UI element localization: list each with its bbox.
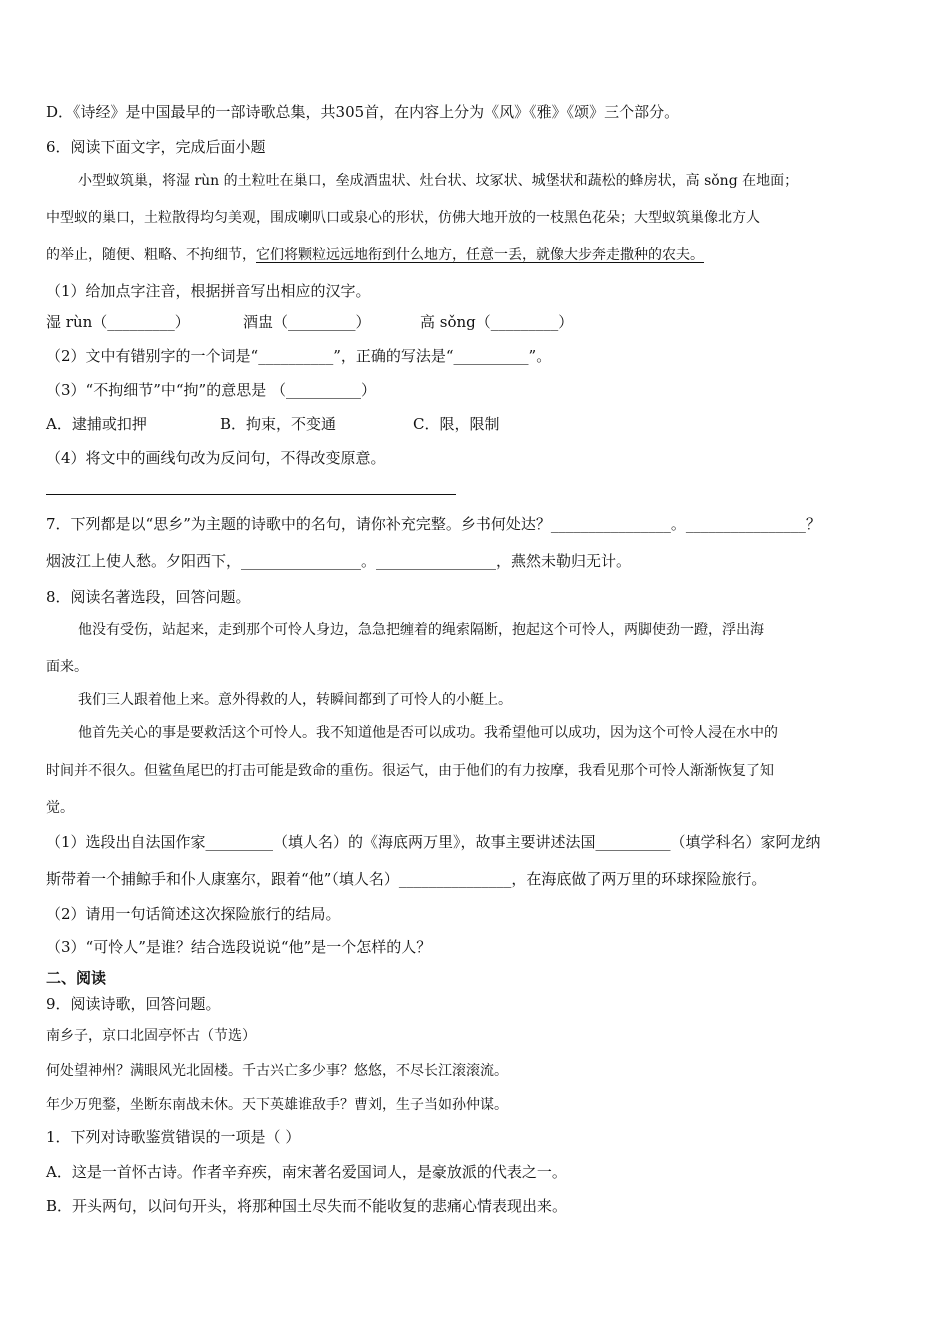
poem-title: 南乡子，京口北固亭怀古（节选）: [46, 1028, 256, 1044]
q8-sub-2: （2）请用一句话简述这次探险旅行的结局。: [46, 905, 341, 923]
option-b[interactable]: B．拘束，不变通: [220, 415, 337, 433]
excerpt-line: 时间并不很久。但鲨鱼尾巴的打击可能是致命的重伤。很运气，由于他们的有力按摩，我看见那个可怜人渐渐恢复了知: [46, 763, 774, 779]
excerpt-line: 觉。: [46, 800, 74, 816]
excerpt-line: 他没有受伤，站起来，走到那个可怜人身边，急急把缠着的绳索隔断，抱起这个可怜人，两脚使劲一蹬，浮出海: [78, 622, 764, 638]
excerpt-line: 我们三人跟着他上来。意外得救的人，转瞬间都到了可怜人的小艇上。: [78, 692, 512, 708]
passage-line: [46, 245, 704, 265]
question-6-title: 6．阅读下面文字，完成后面小题: [46, 138, 266, 156]
sub-question-1: （1）给加点字注音，根据拼音写出相应的汉字。: [46, 282, 371, 300]
poem-line: 何处望神州？满眼风光北固楼。千古兴亡多少事？悠悠，不尽长江滚滚流。: [46, 1063, 508, 1079]
sub-question-2[interactable]: （2）文中有错别字的一个词是“__________”，正确的写法是“__________”。: [46, 347, 552, 365]
sub-question-4: （4）将文中的画线句改为反问句，不得改变原意。: [46, 449, 386, 467]
passage-line: 中型蚁的巢口，土粒散得均匀美观，围成喇叭口或泉心的形状，仿佛大地开放的一枝黑色花朵；大型蚁筑巢像北方人: [46, 210, 760, 226]
pinyin-blank-jiuzhong[interactable]: 酒盅（_________）: [243, 313, 371, 331]
option-c[interactable]: C．限，限制: [413, 415, 500, 433]
q9-option-b[interactable]: B．开头两句，以问句开头，将那种国土尽失而不能收复的悲痛心情表现出来。: [46, 1197, 568, 1215]
question-7[interactable]: 7．下列都是以“思乡”为主题的诗歌中的名句，请你补充完整。乡书何处达？________________。________________？: [46, 515, 821, 533]
answer-line[interactable]: [46, 494, 456, 495]
pinyin-blank-run[interactable]: 湿 rùn（_________）: [46, 313, 190, 331]
question-8-title: 8．阅读名著选段，回答问题。: [46, 588, 251, 606]
poem-line: 年少万兜鍪，坐断东南战未休。天下英雄谁敌手？曹刘，生子当如孙仲谋。: [46, 1097, 508, 1113]
question-7-cont[interactable]: 烟波江上使人愁。夕阳西下，________________。________________，燕然未勒归无计。: [46, 552, 632, 570]
underlined-sentence: 它们将颗粒远远地衔到什么地方，任意一丢，就像大步奔走撒种的农夫。: [256, 247, 704, 263]
option-a[interactable]: A．逮捕或扣押: [46, 415, 147, 433]
q8-sub-1[interactable]: （1）选段出自法国作家_________（填人名）的《海底两万里》，故事主要讲述法国__________（填学科名）家阿龙纳: [46, 833, 821, 851]
section-heading: 二、阅读: [46, 969, 107, 987]
excerpt-line: 面来。: [46, 659, 88, 675]
excerpt-line: 他首先关心的事是要救活这个可怜人。我不知道他是否可以成功。我希望他可以成功，因为这个可怜人浸在水中的: [78, 725, 778, 741]
sub-question-3[interactable]: （3）“不拘细节”中“拘”的意思是 （__________）: [46, 381, 376, 399]
q8-sub-1-cont[interactable]: 斯带着一个捕鲸手和仆人康塞尔，跟着“他”（填人名）_______________，在海底做了两万里的环球探险旅行。: [46, 870, 767, 888]
pinyin-blank-song[interactable]: 高 sǒng（_________）: [420, 313, 574, 331]
question-9-title: 9．阅读诗歌，回答问题。: [46, 995, 221, 1013]
option-d-shijing: D．《诗经》是中国最早的一部诗歌总集，共305首，在内容上分为《风》《雅》《颂》三个部分。: [46, 103, 680, 121]
passage-text: 的举止，随便、粗略、不拘细节，: [46, 247, 256, 263]
q8-sub-3: （3）“可怜人”是谁？结合选段说说“他”是一个怎样的人？: [46, 938, 432, 956]
q9-option-a[interactable]: A．这是一首怀古诗。作者辛弃疾，南宋著名爱国词人，是豪放派的代表之一。: [46, 1163, 567, 1181]
q9-sub-1[interactable]: 1．下列对诗歌鉴赏错误的一项是（ ）: [46, 1128, 301, 1146]
passage-line: 小型蚁筑巢，将湿 rùn 的土粒吐在巢口，垒成酒盅状、灶台状、坟冢状、城堡状和蔬松的蜂房状，高 sǒng 在地面；: [78, 173, 799, 189]
